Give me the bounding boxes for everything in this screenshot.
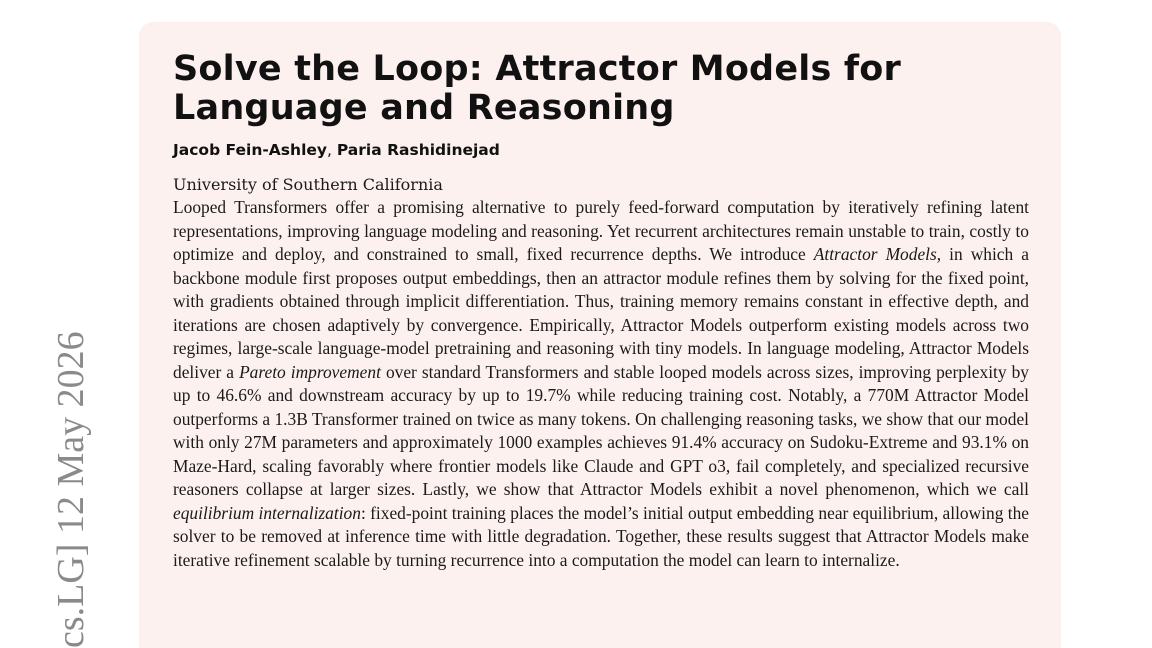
- author-separator: ,: [327, 141, 337, 159]
- author-list: [173, 140, 1029, 160]
- abstract-emphasis: Attractor Models: [813, 244, 937, 264]
- abstract-segment: : fixed-point training places the model’s initial output embedding near equilibrium, allowing the solver to be removed at inference time with little degradation. Together, these results suggest that Attractor Models make iterative refinement scalable by turning recurrence into a computation the model can learn to internalize.: [173, 502, 1029, 570]
- author-name: Paria Rashidinejad: [336, 141, 500, 159]
- abstract-segment: over standard Transformers and stable looped models across sizes, improving perplexity by up to 46.6% and downstream accuracy by up to 19.7% while reducing training cost. Notably, a 770M Attractor Model outperforms a 1.3B Transformer trained on twice as many tokens. On challenging reasoning tasks, we show that our model with only 27M parameters and approximately 1000 examples achieves 91.4% accuracy on Sudoku-Extreme and 93.1% on Maze-Hard, scaling favorably where frontier models like Claude and GPT o3, fail completely, and specialized recursive reasoners collapse at larger sizes. Lastly, we show that Attractor Models exhibit a novel phenomenon, which we call: [173, 361, 1029, 499]
- author-affiliation: University of Southern California: [173, 175, 443, 194]
- abstract-segment: , in which a backbone module first proposes output embeddings, then an attractor module refines them by solving for the fixed point, with gradients obtained through implicit differentiation. Thus, training memory remains constant in effective depth, and iterations are chosen adaptively by convergence. Empirically, Attractor Models outperform existing models across two regimes, large-scale language-model pretraining and reasoning with tiny models. In language modeling, Attractor Models deliver a: [173, 244, 1029, 382]
- abstract-emphasis: Pareto improvement: [239, 361, 381, 382]
- author-name: Jacob Fein-Ashley: [173, 141, 327, 159]
- abstract-text: [173, 196, 1029, 572]
- abstract-emphasis: equilibrium internalization: [173, 502, 361, 523]
- paper-header-card: [139, 22, 1061, 648]
- paper-title: Solve the Loop: Attractor Models for Language and Reasoning: [173, 49, 901, 128]
- arxiv-side-stamp: cs.LG] 12 May 2026: [50, 331, 92, 648]
- abstract-segment: Looped Transformers offer a promising alternative to purely feed-forward computation by iteratively refining latent representations, improving language modeling and reasoning. Yet recurrent architectures remain unstable to train, costly to optimize and deploy, and constrained to small, fixed recurrence depths. We introduce: [173, 197, 1029, 264]
